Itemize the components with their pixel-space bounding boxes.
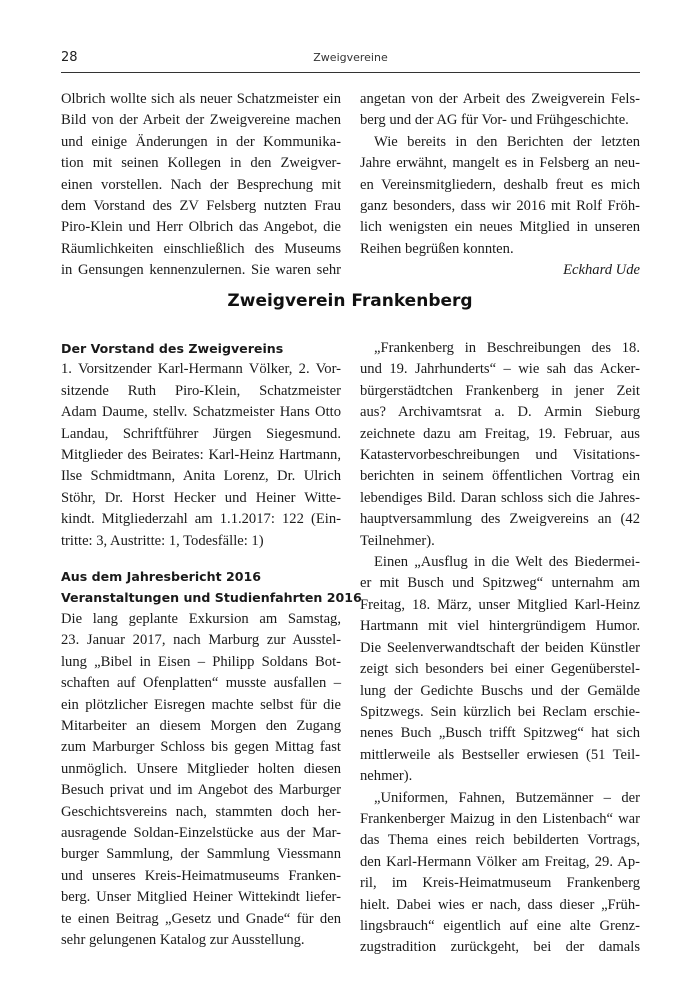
text-line: hielt. Dabei wies er nach, dass dieser „Früh-	[360, 896, 640, 913]
text-line: Die lang geplante Exkursion am Samstag,	[61, 610, 341, 627]
subheading-jahresbericht: Aus dem Jahresbericht 2016	[61, 569, 262, 585]
text-line: Spitzwegs. Sein kürzlich bei Reclam erschie-	[360, 703, 640, 720]
running-title: Zweigvereine	[313, 51, 388, 64]
text-line: berichten in seinem öffentlichen Vortrag ein	[360, 468, 640, 485]
text-line: sehr gelungenen Katalog zur Ausstellung.	[61, 931, 305, 948]
paragraph	[360, 552, 640, 787]
text-line: ril, im Kreis-Heimatmuseum Frankenberg	[360, 875, 640, 892]
text-line: Olbrich wollte sich als neuer Schatzmeister ein	[61, 91, 341, 107]
text-line: Teilnehmer).	[360, 532, 435, 549]
text-line: dem Vorstand des ZV Felsberg nutzten Frau	[61, 198, 341, 215]
text-line: Einen „Ausflug in die Welt des Biedermei-	[374, 554, 640, 571]
text-line: Die Seelenverwandtschaft der beiden Künstler	[360, 639, 640, 656]
text-line: Katastervorbeschreibungen und Visitations-	[360, 447, 640, 464]
text-line: schaften auf Ofenplatten“ musste ausfallen –	[61, 675, 341, 692]
subheading-veranstaltungen: Veranstaltungen und Studienfahrten 2016	[61, 590, 362, 606]
text-line: Wie bereits in den Berichten der letzten	[374, 133, 640, 150]
text-line: Reihen begrüßen konnten.	[360, 240, 514, 257]
text-line: Räumlichkeiten einschließlich des Museums	[61, 240, 341, 257]
paragraph	[360, 788, 640, 959]
text-line: Geschichtsvereins nach, stammten doch her-	[61, 803, 341, 820]
text-line: Mitarbeiter an diesem Morgen den Zugang	[61, 717, 341, 734]
text-line: nenes Buch „Busch trifft Spitzweg“ hat sich	[360, 725, 640, 742]
text-line: Hartmann mit viel hintergründigem Humor.	[360, 618, 640, 635]
text-line: ein plötzlicher Eisregen machte selbst für die	[61, 696, 341, 713]
text-line: Mitglieder des Beirates: Karl-Heinz Hartmann,	[61, 447, 341, 464]
author-signature: Eckhard Ude	[563, 262, 640, 279]
running-header	[61, 50, 640, 73]
text-line: tritte: 3, Austritte: 1, Todesfälle: 1)	[61, 532, 264, 549]
text-line: den Karl-Hermann Völker am Freitag, 29. Ap-	[360, 853, 640, 870]
text-line: Landau, Schriftführer Jürgen Siegesmund.	[61, 425, 341, 442]
text-line: nehmer).	[360, 768, 413, 785]
vorstand-paragraph	[61, 359, 341, 552]
text-line: das Thema eines reich bebilderten Vortrags,	[360, 832, 640, 849]
text-line: Ilse Schmidtmann, Anita Lorenz, Dr. Ulrich	[61, 468, 341, 485]
text-line: sitzende Ruth Piro-Klein, Schatzmeister	[61, 382, 341, 399]
text-line: zum Marburger Schloss bis gegen Mittag fast	[61, 739, 341, 756]
text-line: 23. Januar 2017, nach Marburg zur Ausstel-	[61, 632, 341, 649]
text-line: hauptversammlung des Zweigvereins an (42	[360, 511, 640, 528]
text-line: berg. Unser Mitglied Heiner Wittekindt liefer-	[61, 889, 341, 906]
text-line: Besuch privat und im Angebot des Marburger	[61, 782, 341, 799]
text-line: angetan von der Arbeit des Zweigverein Fels-	[360, 91, 640, 107]
text-line: in Gensungen kennenzulernen. Sie waren sehr	[61, 262, 341, 279]
text-line: lung der Gedichte Buschs und der Gemälde	[360, 682, 640, 699]
exkursion-paragraph	[61, 609, 341, 952]
text-line: „Frankenberg in Beschreibungen des 18.	[374, 340, 640, 356]
text-line: kindt. Mitgliederzahl am 1.1.2017: 122 (Ein-	[61, 511, 341, 528]
text-line: er mit Busch und Spitzweg“ unternahm am	[360, 575, 640, 592]
text-line: lebendiges Bild. Daran schloss sich die Jahres-	[360, 489, 640, 506]
text-line: ganz besonders, dass wir 2016 mit Rolf Fröh-	[360, 198, 640, 215]
text-line: berg und der AG für Vor- und Frühgeschichte.	[360, 112, 629, 129]
text-line: lich wenigsten ein neues Mitglied in unseren	[360, 219, 640, 236]
text-line: zeigt sich besonders bei einer Gegenüberstel-	[360, 661, 640, 678]
text-line: „Uniformen, Fahnen, Butzemänner – der	[374, 789, 640, 806]
text-line: Jahre erwähnt, mangelt es in Felsberg an neu-	[360, 155, 640, 172]
paragraph	[360, 132, 640, 260]
text-line: bürgerstädtchen Frankenberg in jener Zeit	[360, 382, 640, 399]
text-line: und unseres Kreis-Heimatmuseums Franken-	[61, 867, 341, 884]
text-line: lingsbrauch“ eigentlich auf eine alte Grenz-	[360, 917, 640, 934]
page-number: 28	[61, 50, 78, 65]
top-left-column	[61, 89, 341, 282]
text-line: und einige Änderungen in der Kommunika-	[61, 133, 341, 150]
text-line: Adam Daume, stellv. Schatzmeister Hans Otto	[61, 404, 341, 421]
text-line: einen vorstellen. Nach der Besprechung mit	[61, 176, 341, 193]
paragraph	[360, 338, 640, 552]
text-line: Bild von der Arbeit der Zweigvereine machen	[61, 112, 341, 129]
text-line: zugstradition zurückgeht, bei der damals	[360, 939, 640, 956]
right-column	[360, 338, 640, 959]
subheading-vorstand: Der Vorstand des Zweigvereins	[61, 341, 284, 356]
text-line: lung „Bibel in Eisen – Philipp Soldans Bot-	[61, 653, 341, 670]
text-line: en Vereinsmitgliedern, deshalb freut es mich	[360, 176, 640, 193]
top-right-column	[360, 89, 640, 282]
text-line: ausragende Soldan-Einzelstücke aus der Mar-	[61, 824, 341, 841]
continuation-paragraph	[61, 89, 341, 282]
text-line: zeichnete dazu am Freitag, 19. Februar, aus	[360, 425, 640, 442]
text-line: burger Sammlung, der Sammlung Viessmann	[61, 846, 341, 863]
text-line: te einen Beitrag „Gesetz und Gnade“ für den	[61, 910, 341, 927]
text-line: Piro-Klein und Herr Olbrich das Angebot, die	[61, 219, 341, 236]
text-line: Frankenberger Maizug in den Listenbach“ war	[360, 810, 640, 827]
text-line: Stöhr, Dr. Horst Hecker und Heiner Witte-	[61, 489, 341, 506]
text-line: Freitag, 18. März, unser Mitglied Karl-Heinz	[360, 596, 640, 613]
text-line: tion mit seinen Kollegen in den Zweigver-	[61, 155, 341, 172]
continuation-paragraph	[360, 89, 640, 132]
text-line: aus? Archivamtsrat a. D. Armin Sieburg	[360, 404, 640, 421]
text-line: mittlerweile als Bestseller erwiesen (51 Teil-	[360, 746, 640, 763]
text-line: und 19. Jahrhunderts“ – wie sah das Acker-	[360, 361, 640, 378]
left-column	[61, 338, 362, 951]
text-line: unmöglich. Unsere Mitglieder holten diesen	[61, 760, 341, 777]
section-title: Zweigverein Frankenberg	[227, 291, 473, 311]
text-line: 1. Vorsitzender Karl-Hermann Völker, 2. Vor-	[61, 361, 341, 378]
